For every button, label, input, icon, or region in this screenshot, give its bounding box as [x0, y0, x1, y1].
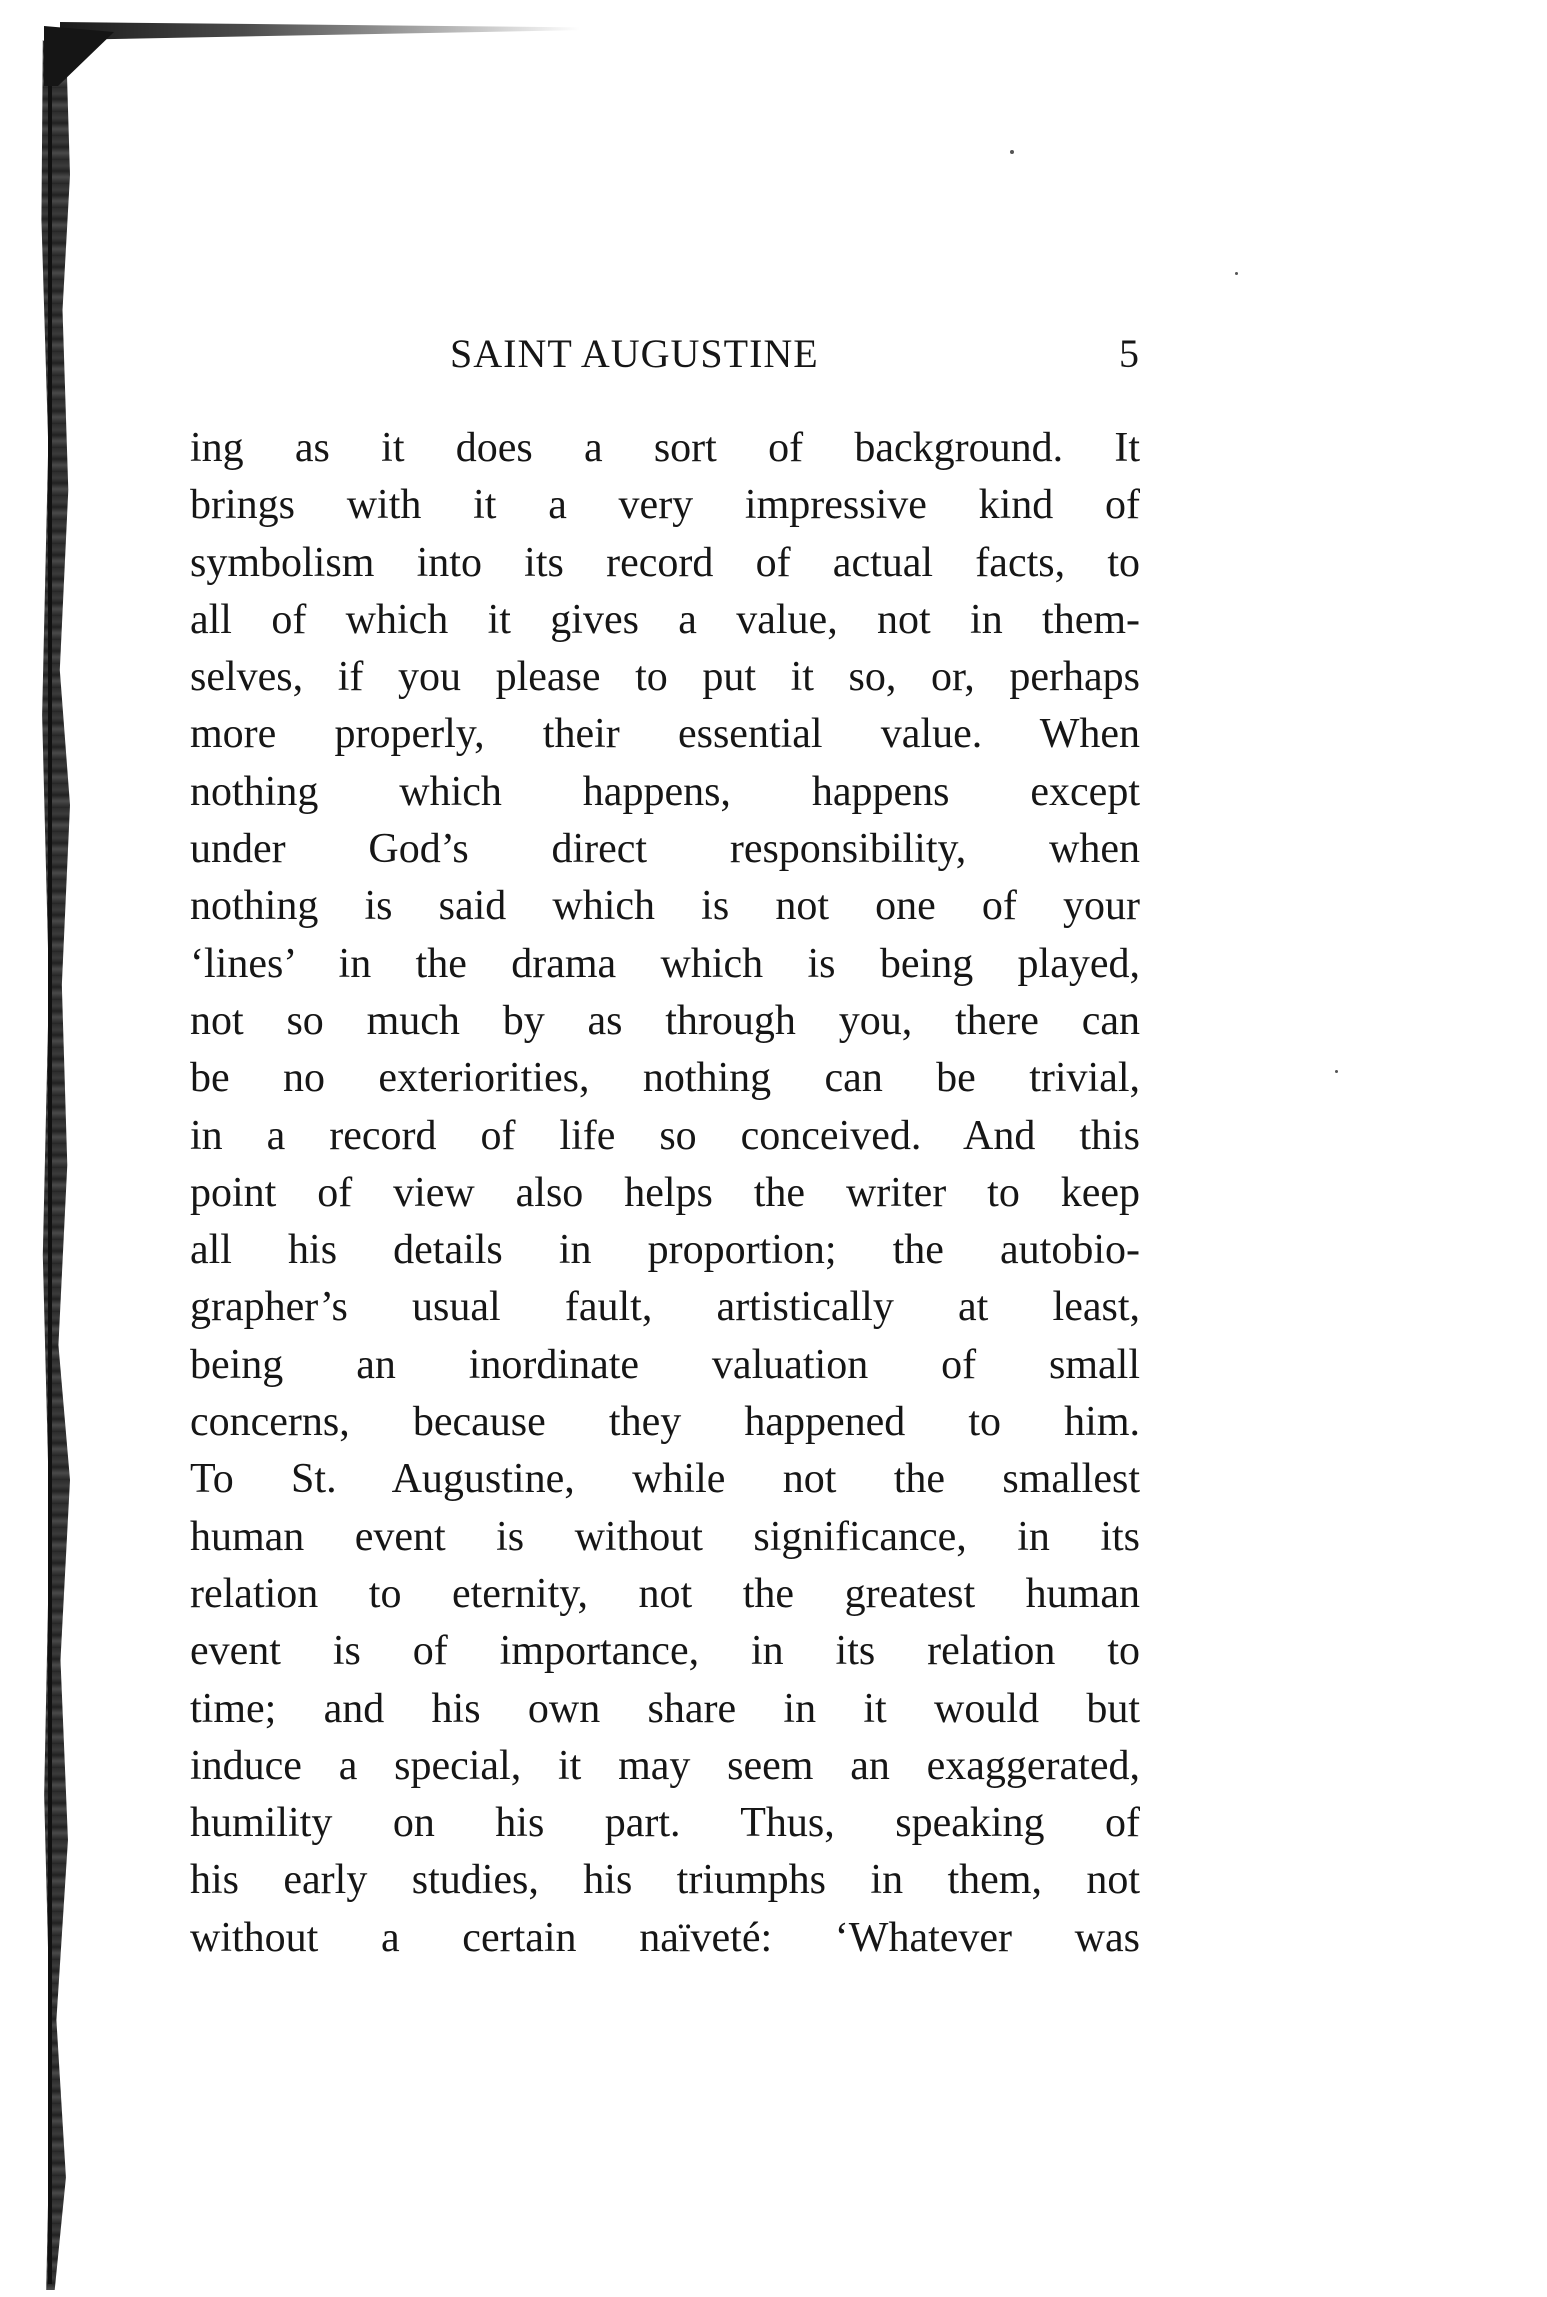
binding-shadow: [36, 40, 70, 2290]
body-text: [190, 420, 1140, 1967]
text-line: induce a special, it may seem an exaggerated,: [190, 1742, 1140, 1789]
text-line: be no exteriorities, nothing can be trivial,: [190, 1055, 1140, 1102]
scan-speck: [1335, 1070, 1338, 1073]
text-line: symbolism into its record of actual facts, to: [190, 539, 1140, 586]
top-edge-shadow: [60, 22, 580, 40]
text-line: human event is without significance, in its: [190, 1513, 1140, 1560]
text-line: not so much by as through you, there can: [190, 997, 1140, 1044]
text-line: all of which it gives a value, not in them-: [190, 596, 1140, 643]
text-line: time; and his own share in it would but: [190, 1685, 1140, 1732]
text-line: event is of importance, in its relation to: [190, 1628, 1140, 1675]
text-line: humility on his part. Thus, speaking of: [190, 1800, 1140, 1847]
page-number: 5: [1119, 331, 1140, 376]
text-line: grapher’s usual fault, artistically at least,: [190, 1284, 1140, 1331]
text-line: in a record of life so conceived. And this: [190, 1112, 1140, 1159]
running-head-title: SAINT AUGUSTINE: [450, 331, 819, 376]
text-line: point of view also helps the writer to keep: [190, 1169, 1140, 1216]
text-line: more properly, their essential value. When: [190, 711, 1140, 758]
running-head: [190, 330, 1140, 390]
text-line: concerns, because they happened to him.: [190, 1399, 1140, 1446]
text-line: under God’s direct responsibility, when: [190, 826, 1140, 873]
text-line: being an inordinate valuation of small: [190, 1341, 1140, 1388]
text-line: selves, if you please to put it so, or, perhaps: [190, 654, 1140, 701]
text-line: nothing is said which is not one of your: [190, 883, 1140, 930]
text-line: nothing which happens, happens except: [190, 768, 1140, 815]
binding-line: [48, 44, 52, 2284]
text-line: without a certain naïveté: ‘Whatever was: [190, 1914, 1140, 1961]
text-line: ‘lines’ in the drama which is being played,: [190, 940, 1140, 987]
text-line: brings with it a very impressive kind of: [190, 482, 1140, 529]
scan-speck: [1235, 272, 1238, 275]
text-line: all his details in proportion; the autobio-: [190, 1227, 1140, 1274]
text-line: To St. Augustine, while not the smallest: [190, 1456, 1140, 1503]
scan-speck: [1010, 150, 1014, 154]
text-line: relation to eternity, not the greatest human: [190, 1570, 1140, 1617]
corner-shadow: [44, 26, 114, 86]
text-line: ing as it does a sort of background. It: [190, 425, 1140, 471]
text-line: his early studies, his triumphs in them, not: [190, 1857, 1140, 1904]
